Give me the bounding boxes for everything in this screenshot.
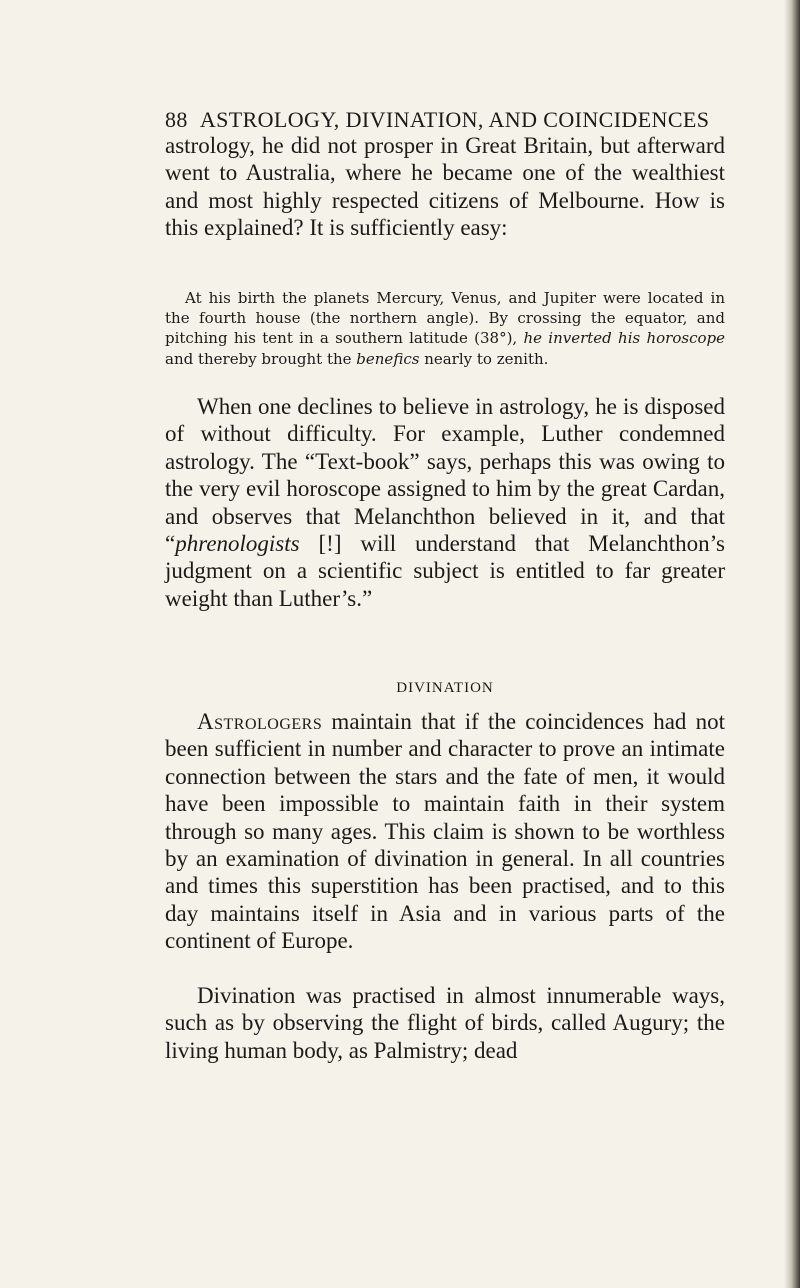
- running-head: [165, 107, 725, 133]
- paragraph-1: astrology, he did not prosper in Great Britain, but afterward went to Australia, where he became one of the wealthiest and most highly respected citizens of Melbourne. How is this explained? It is sufficiently easy:: [165, 133, 725, 241]
- paragraph-2: [165, 393, 725, 612]
- paragraph-2-text-end: [!] will understand that Melanchthon’s judgment on a scientific subject is entitled to far greater weight than Luther’s.”: [165, 531, 725, 611]
- paragraph-2-text: When one declines to believe in astrology, he is disposed of without difficulty. For example, Luther condemned astrology. The “Text-book” says, perhaps this was owing to the very evil horoscope assigned to him by the great Cardan, and observes that Melanchthon believed in it, and that “: [165, 394, 725, 557]
- paragraph-3-lead: Astrologers: [197, 709, 323, 734]
- page-number: 88: [165, 107, 188, 132]
- paragraph-4: Divination was practised in almost innumerable ways, such as by observing the flight of birds, called Augury; the living human body, as Palmistry; dead: [165, 983, 725, 1063]
- running-head-title: ASTROLOGY, DIVINATION, AND COINCIDENCES: [199, 107, 710, 132]
- paragraph-3: [165, 708, 725, 955]
- quote-text-2: and thereby brought the: [165, 349, 357, 368]
- quote-italic-2: benefics: [356, 349, 420, 368]
- section-heading: DIVINATION: [396, 680, 494, 696]
- paragraph-2-italic: phrenologists: [175, 531, 300, 557]
- page-edge-shadow: [784, 0, 800, 1288]
- paragraph-3-text: maintain that if the coincidences had not been sufficient in number and character to prove an intimate connection between the stars and the fate of men, it would have been impossible to maintain faith in their system through so many ages. This claim is shown to be worthless by an examination of divination in general. In all countries and times this superstition has been practised, and to this day maintains itself in Asia and in various parts of the continent of Europe.: [165, 709, 725, 954]
- quote-text-1: At his birth the planets Mercury, Venus, and Jupiter were located in the fourth house (the northern angle). By crossing the equator, and pitching his tent in a southern latitude (38°),: [165, 289, 725, 348]
- quote-italic-1: he inverted his horoscope: [523, 329, 725, 348]
- block-quote: [165, 288, 725, 369]
- quote-text-3: nearly to zenith.: [419, 349, 549, 368]
